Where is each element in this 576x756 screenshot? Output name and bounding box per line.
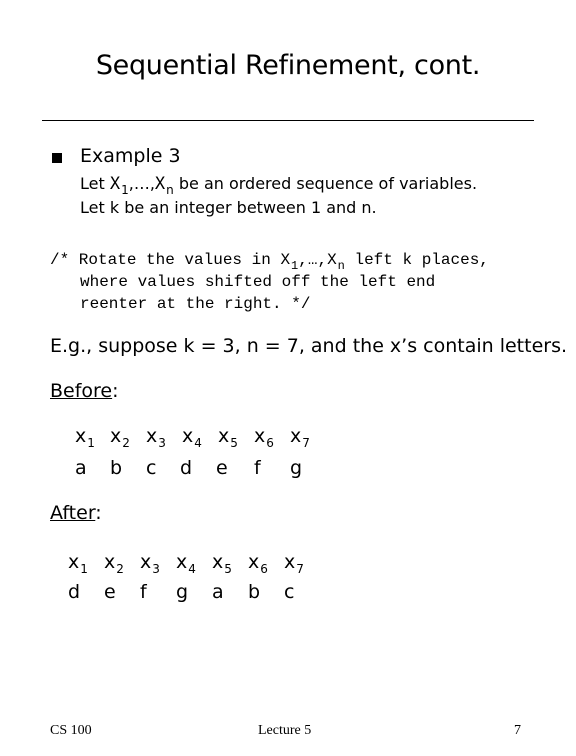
after-variable-x3: $x_3$ [140,551,160,576]
before-value-6: f [254,457,261,479]
after-value-5: a [212,581,224,603]
after-variable-x6: $x_6$ [248,551,268,576]
before-variable-x6: $x_6$ [254,425,274,450]
after-value-6: b [248,581,261,603]
before-value-5: e [216,457,228,479]
after-value-3: f [140,581,147,603]
before-variable-x3: $x_3$ [146,425,166,450]
before-value-1: a [75,457,87,479]
example-line-1: Let $X_1,\dots,X_n$ be an ordered sequence of variables. [80,174,478,197]
code-comment-line-3: reenter at the right. */ [80,295,311,313]
example-heading: Example 3 [80,145,181,167]
after-variable-x7: $x_7$ [284,551,304,576]
title-divider [42,120,534,121]
after-value-2: e [104,581,116,603]
square-bullet-icon [52,153,62,163]
before-heading: Before: [50,380,119,402]
before-variable-x5: $x_5$ [218,425,238,450]
before-variable-x2: $x_2$ [110,425,130,450]
slide-title: Sequential Refinement, cont. [95,50,481,81]
example-statement: E.g., suppose k = 3, n = 7, and the x’s contain letters. [50,335,568,357]
after-variable-x4: $x_4$ [176,551,196,576]
after-variable-x2: $x_2$ [104,551,124,576]
before-value-3: c [146,457,157,479]
footer-lecture: Lecture 5 [258,723,312,738]
after-value-7: c [284,581,295,603]
before-variable-x7: $x_7$ [290,425,310,450]
footer-page-number: 7 [514,723,521,738]
before-variable-x4: $x_4$ [182,425,202,450]
footer-course: CS 100 [50,723,92,738]
example-line-2: Let k be an integer between 1 and n. [80,198,377,217]
after-variable-x1: $x_1$ [68,551,88,576]
after-variable-x5: $x_5$ [212,551,232,576]
before-value-2: b [110,457,123,479]
before-value-4: d [180,457,193,479]
after-value-1: d [68,581,81,603]
code-comment-line-2: where values shifted off the left end [80,273,436,291]
code-comment-line-1: /* Rotate the values in $X_1,\dots,X_n$ left k places, [50,251,489,273]
after-value-4: g [176,581,189,603]
before-value-7: g [290,457,303,479]
after-heading: After: [50,502,102,524]
before-variable-x1: $x_1$ [75,425,95,450]
